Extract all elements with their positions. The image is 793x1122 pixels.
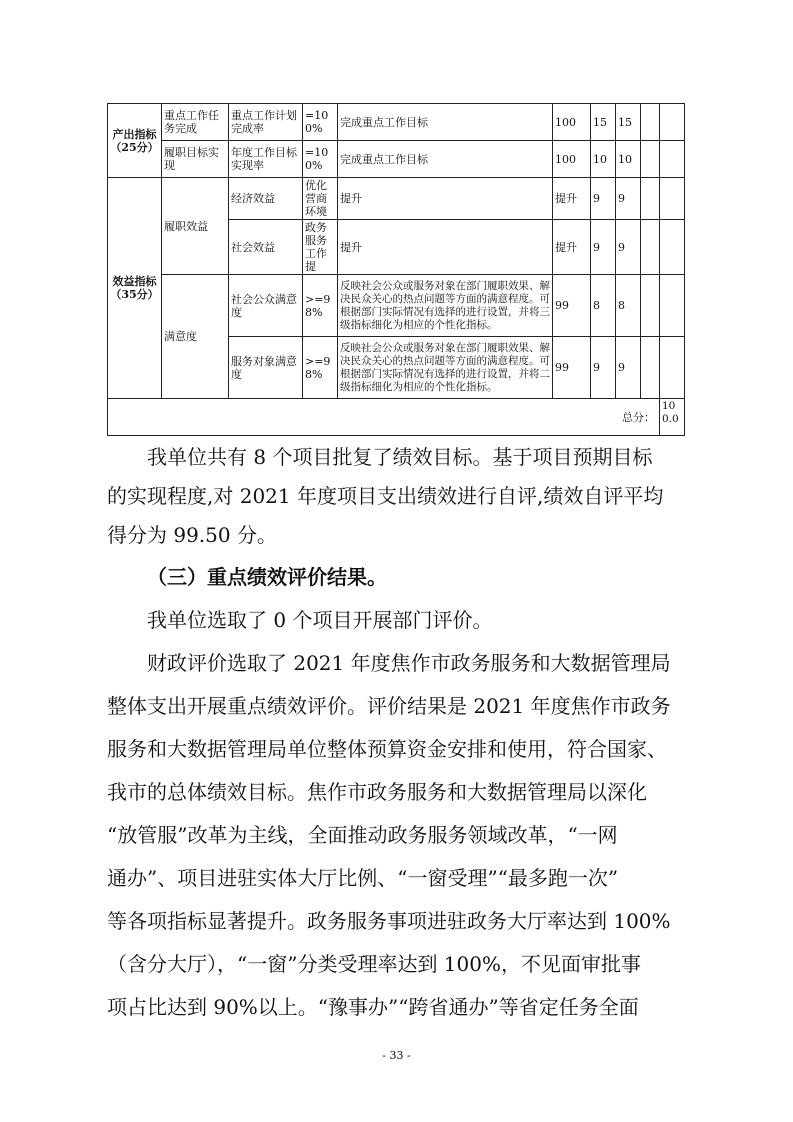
- paragraph-line: 等各项指标显著提升。政务服务事项进驻政务大厅率达到 100%: [107, 909, 671, 933]
- paragraph-line: 的实现程度,对 2021 年度项目支出绩效进行自评,绩效自评平均: [107, 484, 664, 508]
- tertiary-indicator-cell: 社会效益: [229, 220, 303, 275]
- tertiary-indicator-cell: 年度工作目标实现率: [229, 141, 303, 178]
- score-cell: 9: [616, 220, 641, 275]
- tertiary-indicator-cell: 社会公众满意度: [229, 275, 303, 337]
- value-cell: 提升: [553, 220, 591, 275]
- paragraph-line: 项占比达到 90%以上。“豫事办”“跨省通办”等省定任务全面: [107, 995, 639, 1019]
- weight-cell: 9: [591, 220, 616, 275]
- total-value: 100.0: [660, 399, 685, 436]
- table-row: [108, 141, 685, 178]
- score-cell: 9: [616, 337, 641, 399]
- value-cell: 100: [553, 141, 591, 178]
- score-cell: 10: [616, 141, 641, 178]
- secondary-indicator-cell: 满意度: [162, 275, 229, 399]
- secondary-indicator-cell: 重点工作任务完成: [162, 104, 229, 141]
- description-cell: 提升: [338, 178, 553, 220]
- empty-cell: [641, 104, 660, 141]
- paragraph-line: 我市的总体绩效目标。焦作市政务服务和大数据管理局以深化: [107, 780, 647, 804]
- score-cell: 9: [616, 178, 641, 220]
- paragraph-line: （含分大厅），“一窗”分类受理率达到 100%，不见面审批事: [107, 952, 641, 976]
- category-cell: 效益指标（35分）: [108, 178, 162, 399]
- empty-cell: [641, 141, 660, 178]
- standard-cell: 政务服务工作提: [303, 220, 338, 275]
- value-cell: 提升: [553, 178, 591, 220]
- empty-cell: [660, 104, 685, 141]
- empty-cell: [641, 178, 660, 220]
- empty-cell: [660, 220, 685, 275]
- paragraph-line: 我单位选取了 0 个项目开展部门评价。: [147, 608, 493, 632]
- performance-table: [107, 103, 685, 436]
- table-row: [108, 275, 685, 337]
- table-row: [108, 104, 685, 141]
- paragraph-line: 我单位共有 8 个项目批复了绩效目标。基于项目预期目标: [147, 445, 653, 469]
- standard-cell: =100%: [303, 104, 338, 141]
- paragraph-line: 整体支出开展重点绩效评价。评价结果是 2021 年度焦作市政务: [107, 694, 671, 718]
- value-cell: 100: [553, 104, 591, 141]
- description-cell: 反映社会公众或服务对象在部门履职效果、解决民众关心的热点问题等方面的满意程度。可根据部门实际情况有选择的进行设置，并将二级指标细化为相应的个性化指标。: [338, 337, 553, 399]
- secondary-indicator-cell: 履职目标实现: [162, 141, 229, 178]
- empty-cell: [660, 178, 685, 220]
- standard-cell: =100%: [303, 141, 338, 178]
- value-cell: 99: [553, 337, 591, 399]
- weight-cell: 9: [591, 337, 616, 399]
- score-cell: 8: [616, 275, 641, 337]
- table-total-row: [108, 399, 685, 436]
- paragraph-line: 服务和大数据管理局单位整体预算资金安排和使用，符合国家、: [107, 737, 667, 761]
- paragraph-line: “放管服”改革为主线，全面推动政务服务领域改革，“一网: [107, 823, 618, 847]
- value-cell: 99: [553, 275, 591, 337]
- tertiary-indicator-cell: 服务对象满意度: [229, 337, 303, 399]
- weight-cell: 9: [591, 178, 616, 220]
- total-label: 总分：: [108, 399, 660, 436]
- standard-cell: >=98%: [303, 275, 338, 337]
- secondary-indicator-cell: 履职效益: [162, 178, 229, 275]
- description-cell: 完成重点工作目标: [338, 141, 553, 178]
- standard-cell: 优化营商环境: [303, 178, 338, 220]
- table-row: [108, 178, 685, 220]
- empty-cell: [641, 337, 660, 399]
- score-cell: 15: [616, 104, 641, 141]
- paragraph-line: 得分为 99.50 分。: [107, 523, 277, 547]
- weight-cell: 8: [591, 275, 616, 337]
- paragraph-line: 通办”、项目进驻实体大厅比例、“一窗受理”“最多跑一次”: [107, 866, 619, 890]
- empty-cell: [641, 275, 660, 337]
- empty-cell: [660, 141, 685, 178]
- empty-cell: [660, 337, 685, 399]
- description-cell: 提升: [338, 220, 553, 275]
- category-cell: 产出指标（25分）: [108, 104, 162, 178]
- description-cell: 完成重点工作目标: [338, 104, 553, 141]
- empty-cell: [641, 220, 660, 275]
- description-cell: 反映社会公众或服务对象在部门履职效果、解决民众关心的热点问题等方面的满意程度。可根据部门实际情况有选择的进行设置，并将三级指标细化为相应的个性化指标。: [338, 275, 553, 337]
- tertiary-indicator-cell: 经济效益: [229, 178, 303, 220]
- tertiary-indicator-cell: 重点工作计划完成率: [229, 104, 303, 141]
- page-number: - 33 -: [382, 1049, 411, 1062]
- weight-cell: 10: [591, 141, 616, 178]
- standard-cell: >=98%: [303, 337, 338, 399]
- weight-cell: 15: [591, 104, 616, 141]
- paragraph-line: 财政评价选取了 2021 年度焦作市政务服务和大数据管理局: [147, 651, 671, 675]
- empty-cell: [660, 275, 685, 337]
- section-heading: （三）重点绩效评价结果。: [147, 565, 387, 589]
